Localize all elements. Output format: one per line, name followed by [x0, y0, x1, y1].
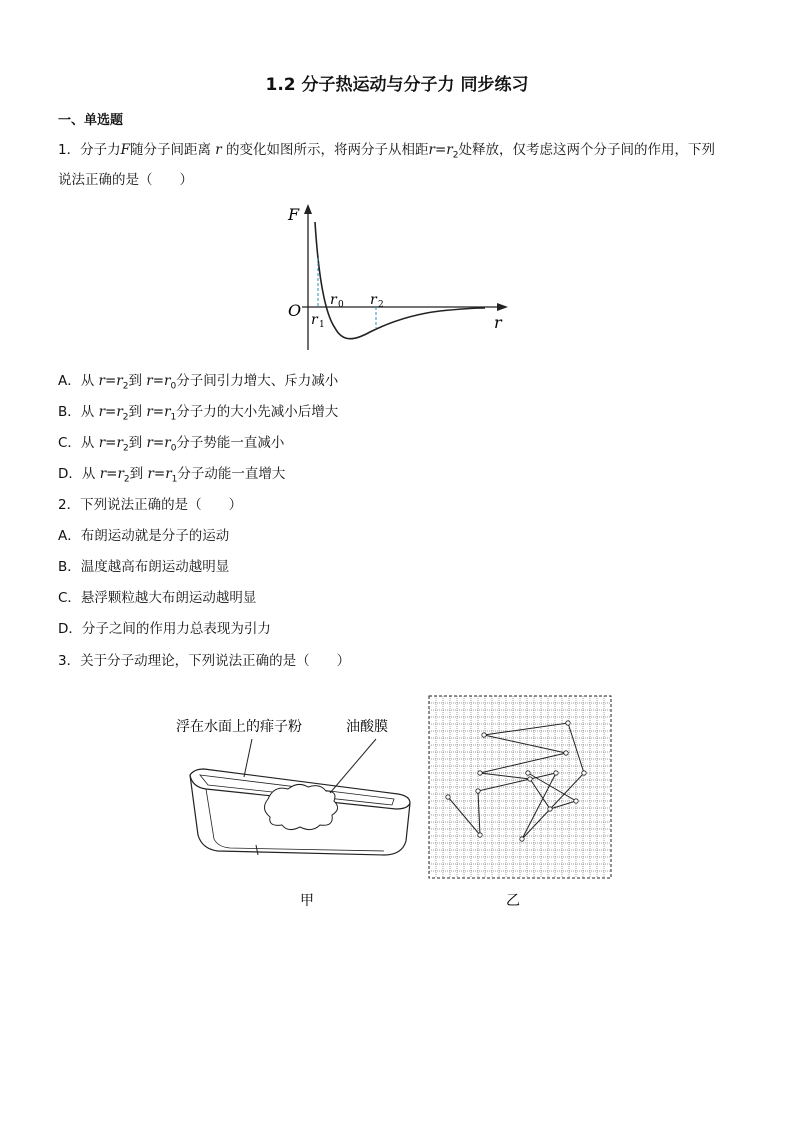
particle-path: [448, 723, 584, 839]
q1-option-d: D．从 $r=r_2$到 $r=r_1$分子动能一直增大: [58, 466, 286, 485]
r1-label: r: [311, 312, 318, 328]
q1-stem-line2: 说法正确的是（ ）: [58, 172, 193, 188]
particle-dot: [564, 751, 568, 755]
f-axis-label: F: [288, 205, 300, 224]
q1-condition: r=r: [428, 142, 453, 158]
particle-dot: [528, 777, 532, 781]
q1-text: 的变化如图所示，将两分子从相距: [226, 142, 429, 158]
x-axis-arrow: [497, 303, 508, 311]
q1-number: 1．: [58, 142, 81, 158]
q3-stem: 3．关于分子动理论，下列说法正确的是（ ）: [58, 653, 351, 669]
film-label: 油酸膜: [346, 719, 388, 735]
grid-lines: [429, 696, 611, 878]
figure-jia-oil-film-tray: [170, 705, 420, 910]
particle-dot: [566, 721, 570, 725]
q2-option-b: B．温度越高布朗运动越明显: [58, 559, 230, 575]
r1-label-sub: 1: [319, 320, 325, 330]
q1-option-c: C．从 $r=r_2$到 $r=r_0$分子势能一直减小: [58, 435, 285, 454]
q2-option-c: C．悬浮颗粒越大布朗运动越明显: [58, 590, 257, 606]
oil-film-blob: [264, 784, 337, 829]
q1-text: 处释放，仅考虑这两个分子间的作用，下列: [458, 142, 715, 158]
force-curve: [315, 222, 485, 339]
q1-option-a: A．从 $r=r_2$到 $r=r_0$分子间引力增大、斥力减小: [58, 373, 339, 392]
q1-stem-line1: [58, 140, 715, 166]
figure-yi-caption: 乙: [506, 893, 520, 909]
particle-dot: [574, 799, 578, 803]
q2-option-d: D．分子之间的作用力总表现为引力: [58, 621, 271, 637]
y-axis-arrow: [304, 204, 312, 214]
q1-text: 随分子间距离: [129, 142, 211, 158]
r0-label: r: [330, 292, 337, 308]
page-title: 1.2 分子热运动与分子力 同步练习: [265, 75, 529, 95]
r0-label-sub: 0: [338, 300, 344, 310]
particle-dot: [520, 837, 524, 841]
particle-dot: [548, 807, 552, 811]
particle-dot: [478, 771, 482, 775]
q1-condition-sub: 2: [452, 150, 459, 161]
particle-dot: [482, 733, 486, 737]
q1-text: 分子力: [80, 142, 121, 158]
figure-jia-caption: 甲: [300, 893, 314, 909]
r2-label: r: [370, 292, 377, 308]
particle-dot: [554, 771, 558, 775]
particle-dot: [526, 771, 530, 775]
figure-yi-brownian-grid: [428, 695, 614, 915]
particle-positions: [446, 721, 586, 841]
q2-option-a: A．布朗运动就是分子的运动: [58, 528, 230, 544]
powder-label: 浮在水面上的痱子粉: [176, 719, 302, 735]
r-axis-label: r: [494, 313, 502, 332]
force-distance-graph: [280, 200, 520, 360]
q1-symbol-f: F: [120, 142, 130, 158]
particle-dot: [582, 771, 586, 775]
tray-bottom-edge: [256, 845, 258, 855]
particle-dot: [478, 833, 482, 837]
q1-option-b: B．从 $r=r_2$到 $r=r_1$分子力的大小先减小后增大: [58, 404, 339, 423]
q1-symbol-r: r: [215, 142, 222, 158]
particle-dot: [476, 789, 480, 793]
film-pointer: [330, 739, 376, 793]
origin-label: O: [288, 301, 302, 320]
section-heading: 一、单选题: [58, 113, 124, 128]
q2-stem: 2．下列说法正确的是（ ）: [58, 497, 243, 513]
powder-pointer: [244, 739, 252, 777]
r2-label-sub: 2: [378, 300, 384, 310]
particle-dot: [446, 795, 450, 799]
